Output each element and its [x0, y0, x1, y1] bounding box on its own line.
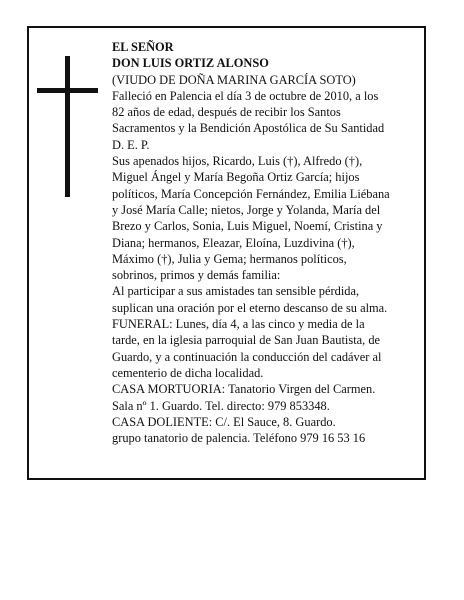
family-line: políticos, María Concepción Fernández, Emilia Liébana: [112, 186, 390, 201]
cross-vertical-bar: [65, 56, 70, 197]
rip-line: D. E. P.: [112, 137, 150, 152]
funeral-line: tarde, en la iglesia parroquial de San Juan Bautista, de: [112, 333, 381, 348]
family-line: Máximo (†), Julia y Gema; hermanos políticos,: [112, 251, 347, 266]
death-details-line: Sacramentos y la Bendición Apostólica de Su Santidad: [112, 121, 385, 136]
cross-horizontal-bar: [37, 88, 98, 93]
deceased-name: DON LUIS ORTIZ ALONSO: [112, 56, 269, 71]
mortuary-line: Sala nº 1. Guardo. Tel. directo: 979 853348.: [112, 398, 330, 413]
request-line: Al participar a sus amistades tan sensible pérdida,: [112, 284, 360, 299]
family-line: Sus apenados hijos, Ricardo, Luis (†), Alfredo (†),: [112, 154, 363, 169]
obituary-text: [112, 39, 422, 446]
funeral-line: Guardo, y a continuación la conducción del cadáver al: [112, 349, 382, 364]
family-line: Brezo y Carlos, Sonia, Luis Miguel, Noemí, Cristina y: [112, 219, 383, 234]
funeral-line: FUNERAL: Lunes, día 4, a las cinco y media de la: [112, 317, 365, 332]
request-line: suplican una oración por el eterno descanso de su alma.: [112, 300, 388, 315]
family-line: Miguel Ángel y María Begoña Ortiz García; hijos: [112, 170, 360, 185]
death-details-line: Falleció en Palencia el día 3 de octubre de 2010, a los: [112, 88, 379, 103]
family-line: y José María Calle; nietos, Jorge y Yolanda, María del: [112, 202, 381, 217]
family-home-line: CASA DOLIENTE: C/. El Sauce, 8. Guardo.: [112, 414, 336, 429]
family-line: sobrinos, primos y demás familia:: [112, 268, 281, 283]
widower-note: (VIUDO DE DOÑA MARINA GARCÍA SOTO): [112, 72, 356, 87]
notice-heading: EL SEÑOR: [112, 40, 174, 54]
death-details-line: 82 años de edad, después de recibir los Santos: [112, 105, 341, 120]
funeral-line: cementerio de dicha localidad.: [112, 365, 264, 380]
mortuary-line: CASA MORTUORIA: Tanatorio Virgen del Carmen.: [112, 382, 376, 397]
funeral-home-contact-line: grupo tanatorio de palencia. Teléfono 979 16 53 16: [112, 431, 366, 446]
family-line: Diana; hermanos, Eleazar, Eloína, Luzdivina (†),: [112, 235, 355, 250]
